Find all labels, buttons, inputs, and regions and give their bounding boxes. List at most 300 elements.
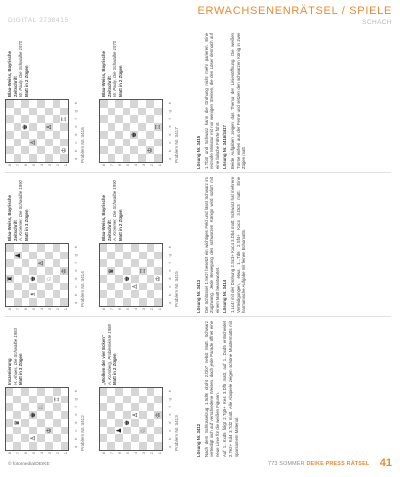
board-square	[13, 442, 21, 450]
board-square	[37, 139, 45, 147]
board-square	[123, 442, 131, 450]
file-label: c	[73, 429, 78, 432]
chess-board	[5, 387, 69, 451]
board-square	[100, 147, 108, 155]
file-label: d	[73, 277, 78, 280]
board-square	[131, 435, 139, 443]
rank-label: 3	[140, 452, 146, 455]
board-square	[139, 435, 147, 443]
board-square	[45, 411, 53, 419]
board-square	[154, 298, 162, 306]
board-square	[138, 154, 146, 162]
board-square	[138, 108, 146, 116]
board-area	[99, 243, 167, 313]
board-square	[6, 131, 14, 139]
board-square	[60, 260, 68, 268]
chess-problem	[99, 40, 179, 169]
board-square	[100, 442, 107, 450]
rank-label: 7	[108, 452, 114, 455]
board-square: ♙	[130, 283, 139, 290]
board-square	[108, 139, 116, 147]
chess-problem	[5, 180, 85, 313]
board-square	[22, 275, 29, 283]
board-square	[45, 252, 53, 260]
rank-labels	[5, 164, 69, 169]
problem-info	[7, 33, 29, 97]
problem-task: Matt in 3 Zügen	[23, 209, 29, 241]
board-square	[37, 100, 45, 108]
board-square	[29, 244, 37, 252]
file-label: g	[167, 254, 172, 257]
board-square	[53, 283, 60, 291]
board-square	[6, 154, 14, 162]
board-square	[107, 411, 114, 419]
board-square	[29, 388, 37, 396]
problem-author: A. Kroemer, Die Schwalbe 1990	[18, 180, 24, 241]
board-square	[61, 388, 68, 396]
board-square	[6, 100, 14, 108]
board-square	[100, 123, 108, 131]
board-square	[146, 116, 154, 124]
board-square	[115, 100, 123, 108]
title-part-1: ERWACHSENENRÄTSEL	[197, 5, 338, 17]
board-square	[139, 388, 147, 396]
board-square	[45, 100, 53, 108]
board-square	[53, 388, 61, 396]
board-square: ♖	[60, 116, 68, 123]
board-square	[147, 244, 154, 252]
board-square	[60, 252, 68, 260]
board-square: ♚	[21, 124, 29, 131]
board-square	[123, 267, 131, 275]
board-square	[45, 147, 53, 155]
solution-text	[193, 33, 247, 169]
rank-label: 8	[100, 308, 106, 311]
board-square	[29, 116, 37, 124]
rank-labels	[99, 308, 163, 313]
board-square: ♘	[138, 427, 147, 434]
problem-task: Matt in 2 Zügen	[117, 209, 123, 241]
board-square	[100, 131, 108, 139]
board-square	[37, 131, 45, 139]
file-label: f	[73, 262, 78, 264]
board-square	[147, 275, 154, 283]
board-square	[123, 139, 131, 147]
board-square	[53, 411, 61, 419]
board-square: ♖	[52, 396, 61, 403]
problem-info	[101, 321, 118, 385]
board-square	[146, 139, 154, 147]
rank-label: 5	[124, 164, 130, 167]
board-square	[139, 283, 147, 291]
board-square	[14, 283, 22, 291]
board-area	[99, 99, 167, 169]
board-square	[147, 404, 154, 412]
board-square	[21, 139, 29, 147]
board-square	[107, 419, 114, 427]
problem-title: Blau-Weiss, Bayrische Zeitschrift	[101, 194, 112, 241]
board-square	[154, 139, 162, 147]
rank-label: 1	[156, 308, 162, 311]
board-square	[45, 116, 53, 124]
board-area	[5, 99, 73, 169]
board-square	[147, 442, 154, 450]
board-square	[29, 396, 37, 404]
board-square	[6, 116, 14, 124]
board-square	[115, 267, 122, 275]
board-square	[29, 260, 37, 268]
file-label: a	[167, 301, 172, 305]
file-label: h	[73, 102, 78, 105]
board-square: ♙	[28, 435, 37, 442]
solution-heading: Lösung Nr. 3414	[222, 279, 228, 313]
board-square	[21, 442, 28, 450]
rank-label: 6	[116, 452, 122, 455]
problem-title: Blau-Weiss, Bayrische Zeitschrift	[7, 194, 18, 241]
board-square	[53, 131, 61, 139]
rank-label: 2	[54, 452, 60, 455]
file-label: b	[167, 149, 172, 152]
board-square	[154, 291, 162, 299]
board-square	[107, 260, 115, 268]
board-square	[131, 298, 139, 306]
board-square	[21, 147, 29, 155]
board-square	[123, 131, 131, 139]
board-square	[147, 396, 154, 404]
column-divider	[5, 172, 391, 173]
solution-paragraph: 1.Lc4! mit der Drohung 2.Sc3+ Kxc4 3.Db4 matt. Schwarz hat mehrere Verteidigungen, etwa 1...Td6 2.Sf4+ Kxc4 3.Dc3 matt. Eine harmonische Aufgabe mit feinen Echomatts.	[229, 177, 247, 313]
board-square	[154, 435, 162, 443]
board-square	[154, 131, 162, 139]
board-square	[53, 427, 61, 435]
board-square	[53, 154, 61, 162]
board-square	[37, 411, 45, 419]
chess-board	[99, 387, 163, 451]
board-square	[60, 108, 68, 116]
board-square	[123, 298, 131, 306]
board-square: ♔	[60, 268, 68, 275]
board-square	[115, 147, 123, 155]
board-square	[60, 244, 68, 252]
board-square	[45, 154, 53, 162]
board-square	[45, 267, 53, 275]
board-square	[29, 283, 37, 291]
board-square	[115, 283, 122, 291]
board-square	[37, 427, 45, 435]
file-label: a	[73, 301, 78, 305]
problem-task: Matt in 2 Zügen	[112, 353, 118, 385]
page-subtitle: SCHACH	[362, 19, 392, 26]
board-square	[123, 260, 131, 268]
board-square	[6, 404, 13, 412]
board-square	[123, 147, 131, 155]
board-square	[37, 147, 45, 155]
header-issue-label: DIGITAL 2738415	[8, 17, 69, 24]
file-labels	[73, 99, 78, 163]
solution-paragraph: 1.Tb4! und Schwarz kann die Drohung nicht mehr parieren. Eine reizvolle Miniatur mit nur wenigen Steinen, die den Löser dennoch auf eine falsche Fährte führt.	[203, 33, 220, 169]
board-square	[154, 404, 162, 412]
board-square	[154, 147, 162, 155]
rank-label: 4	[132, 308, 138, 311]
board-square	[53, 100, 61, 108]
board-square	[100, 154, 108, 162]
footer-copyright: © fotomedia/DEIKE	[8, 462, 50, 467]
board-square	[100, 411, 107, 419]
rank-label: 5	[30, 164, 36, 167]
board-square	[61, 427, 68, 435]
board-square	[29, 427, 37, 435]
board-square	[107, 404, 114, 412]
board-square	[107, 388, 114, 396]
board-square	[154, 427, 162, 435]
rank-label: 1	[156, 452, 162, 455]
board-square	[45, 442, 53, 450]
file-labels	[167, 99, 172, 163]
board-square	[138, 123, 146, 131]
board-square	[45, 131, 53, 139]
board-square	[53, 267, 60, 275]
board-square	[115, 435, 123, 443]
board-square	[139, 411, 147, 419]
board-square	[154, 396, 162, 404]
rank-label: 1	[62, 308, 68, 311]
problem-number: Problem Nr. 3417	[174, 127, 179, 163]
board-square	[107, 396, 114, 404]
problem-number: Problem Nr. 3414	[80, 271, 85, 307]
rank-label: 8	[6, 164, 12, 167]
board-square	[108, 116, 116, 124]
board-square	[154, 252, 162, 260]
board-square	[29, 267, 37, 275]
problem-author: H. Ahues, Die Schwalbe 1983	[12, 328, 18, 385]
board-square: ♚	[122, 275, 131, 282]
footer-issue-prefix: 773 SOMMER	[268, 461, 307, 467]
title-part-2: SPIELE	[349, 5, 392, 17]
board-square	[45, 244, 53, 252]
board-square	[123, 291, 131, 299]
board-square	[123, 404, 131, 412]
file-label: c	[167, 141, 172, 144]
board-square	[130, 154, 138, 162]
file-label: b	[73, 437, 78, 440]
board-square	[123, 283, 131, 291]
problem-author: W. Pauly, Die Schwalbe 1970	[112, 40, 118, 97]
board-square	[6, 283, 14, 291]
rank-label: 7	[108, 164, 114, 167]
board-square	[14, 298, 22, 306]
board-square	[100, 252, 107, 260]
board-square	[21, 404, 28, 412]
board-square	[45, 108, 53, 116]
board-square	[6, 260, 14, 268]
board-square: ♟	[14, 252, 22, 259]
board-square	[115, 154, 123, 162]
board-square	[100, 275, 107, 283]
board-square	[154, 283, 162, 291]
problem-number: Problem Nr. 3416	[80, 127, 85, 163]
board-square	[21, 108, 29, 116]
chess-problems-area	[5, 33, 395, 457]
board-square	[60, 131, 68, 139]
board-square	[146, 131, 154, 139]
board-square	[22, 260, 29, 268]
problem-number: Problem Nr. 3415	[174, 271, 179, 307]
board-square	[53, 139, 61, 147]
board-square	[29, 147, 37, 155]
board-square	[37, 298, 45, 306]
board-square	[29, 108, 37, 116]
board-square	[22, 298, 29, 306]
rank-label: 8	[6, 308, 12, 311]
board-square	[131, 419, 139, 427]
board-square	[13, 388, 21, 396]
board-square	[115, 123, 123, 131]
board-square	[6, 396, 13, 404]
board-square	[22, 267, 29, 275]
board-square	[154, 100, 162, 108]
file-label: b	[73, 293, 78, 296]
rank-label: 2	[148, 452, 154, 455]
board-square	[139, 442, 147, 450]
chess-problem	[99, 324, 179, 457]
board-square	[13, 404, 21, 412]
board-square	[115, 419, 123, 427]
board-square	[154, 419, 162, 427]
board-square	[131, 252, 139, 260]
board-square	[29, 100, 37, 108]
rank-label: 2	[54, 164, 60, 167]
file-label: d	[167, 277, 172, 280]
board-square: ♚	[29, 275, 37, 282]
board-square	[108, 154, 116, 162]
board-square	[130, 147, 138, 155]
board-square	[108, 100, 116, 108]
board-square	[131, 260, 139, 268]
board-square	[115, 404, 123, 412]
board-square	[29, 154, 37, 162]
problem-title: „Wolken der vier Ecken“	[101, 334, 106, 385]
problem-info	[101, 177, 123, 241]
board-square: ♜	[6, 275, 14, 282]
board-square	[115, 131, 123, 139]
board-square	[53, 260, 60, 268]
board-square	[45, 283, 53, 291]
board-square	[37, 116, 45, 124]
board-square	[147, 283, 154, 291]
board-square: ♙	[37, 260, 45, 267]
file-label: e	[167, 125, 172, 128]
solution-heading: Lösung Nr. 3412	[196, 423, 201, 457]
board-square	[131, 244, 139, 252]
board-square	[21, 419, 28, 427]
rank-label: 8	[6, 452, 12, 455]
solution-heading: Lösung Nr. 3415	[196, 135, 201, 169]
board-square	[107, 244, 115, 252]
board-square	[130, 139, 138, 147]
rank-label: 3	[46, 164, 52, 167]
rank-label: 6	[22, 164, 28, 167]
board-square	[100, 244, 107, 252]
footer-issue	[268, 461, 369, 467]
rank-label: 8	[100, 452, 106, 455]
board-square	[107, 427, 114, 435]
board-square	[60, 139, 68, 147]
rank-labels	[99, 164, 163, 169]
file-label: f	[167, 406, 172, 408]
board-square	[6, 411, 13, 419]
problem-author: W. Pauly, Die Schwalbe 1970	[18, 40, 24, 97]
board-square	[37, 442, 45, 450]
problem-task: Matt in 3 Zügen	[18, 353, 24, 385]
file-label: d	[73, 133, 78, 136]
rank-label: 4	[132, 164, 138, 167]
board-square	[131, 291, 139, 299]
file-label: h	[167, 246, 172, 249]
file-label: b	[73, 149, 78, 152]
board-square: ♙	[44, 124, 53, 131]
rank-label: 6	[22, 308, 28, 311]
board-square	[29, 298, 37, 306]
problem-info	[101, 33, 123, 97]
rank-labels	[5, 308, 69, 313]
board-square	[37, 123, 45, 131]
board-square	[21, 427, 28, 435]
board-square: ♖	[153, 124, 162, 131]
board-square	[154, 267, 162, 275]
board-square	[139, 275, 147, 283]
board-square: ♘	[45, 275, 53, 282]
board-square	[14, 100, 22, 108]
board-square	[123, 252, 131, 260]
board-square	[29, 442, 37, 450]
board-square	[53, 275, 60, 283]
board-square	[115, 275, 122, 283]
board-square	[13, 435, 21, 443]
file-label: f	[167, 262, 172, 264]
board-square	[21, 411, 28, 419]
board-square	[6, 244, 14, 252]
board-square	[37, 267, 45, 275]
board-square	[131, 267, 139, 275]
file-label: f	[167, 118, 172, 120]
board-square	[107, 252, 115, 260]
board-square	[100, 419, 107, 427]
board-square	[107, 283, 115, 291]
board-square	[115, 396, 123, 404]
board-square	[131, 427, 139, 435]
board-square	[147, 267, 154, 275]
title-separator: /	[337, 5, 350, 17]
board-square	[53, 442, 61, 450]
problem-title: Blau-Weiss, Bayrische Zeitschrift	[101, 50, 112, 97]
board-square	[131, 388, 139, 396]
board-square	[37, 283, 45, 291]
board-square	[131, 404, 139, 412]
file-labels	[73, 243, 78, 307]
board-square	[100, 139, 108, 147]
problem-column	[5, 33, 391, 169]
board-square	[139, 260, 147, 268]
board-square	[100, 100, 108, 108]
board-square	[138, 147, 146, 155]
board-square	[130, 123, 138, 131]
rank-label: 4	[38, 164, 44, 167]
board-square	[107, 291, 115, 299]
board-square: ♔	[145, 147, 154, 154]
file-label: c	[73, 285, 78, 288]
board-square	[147, 435, 154, 443]
board-square: ♛	[107, 268, 116, 275]
